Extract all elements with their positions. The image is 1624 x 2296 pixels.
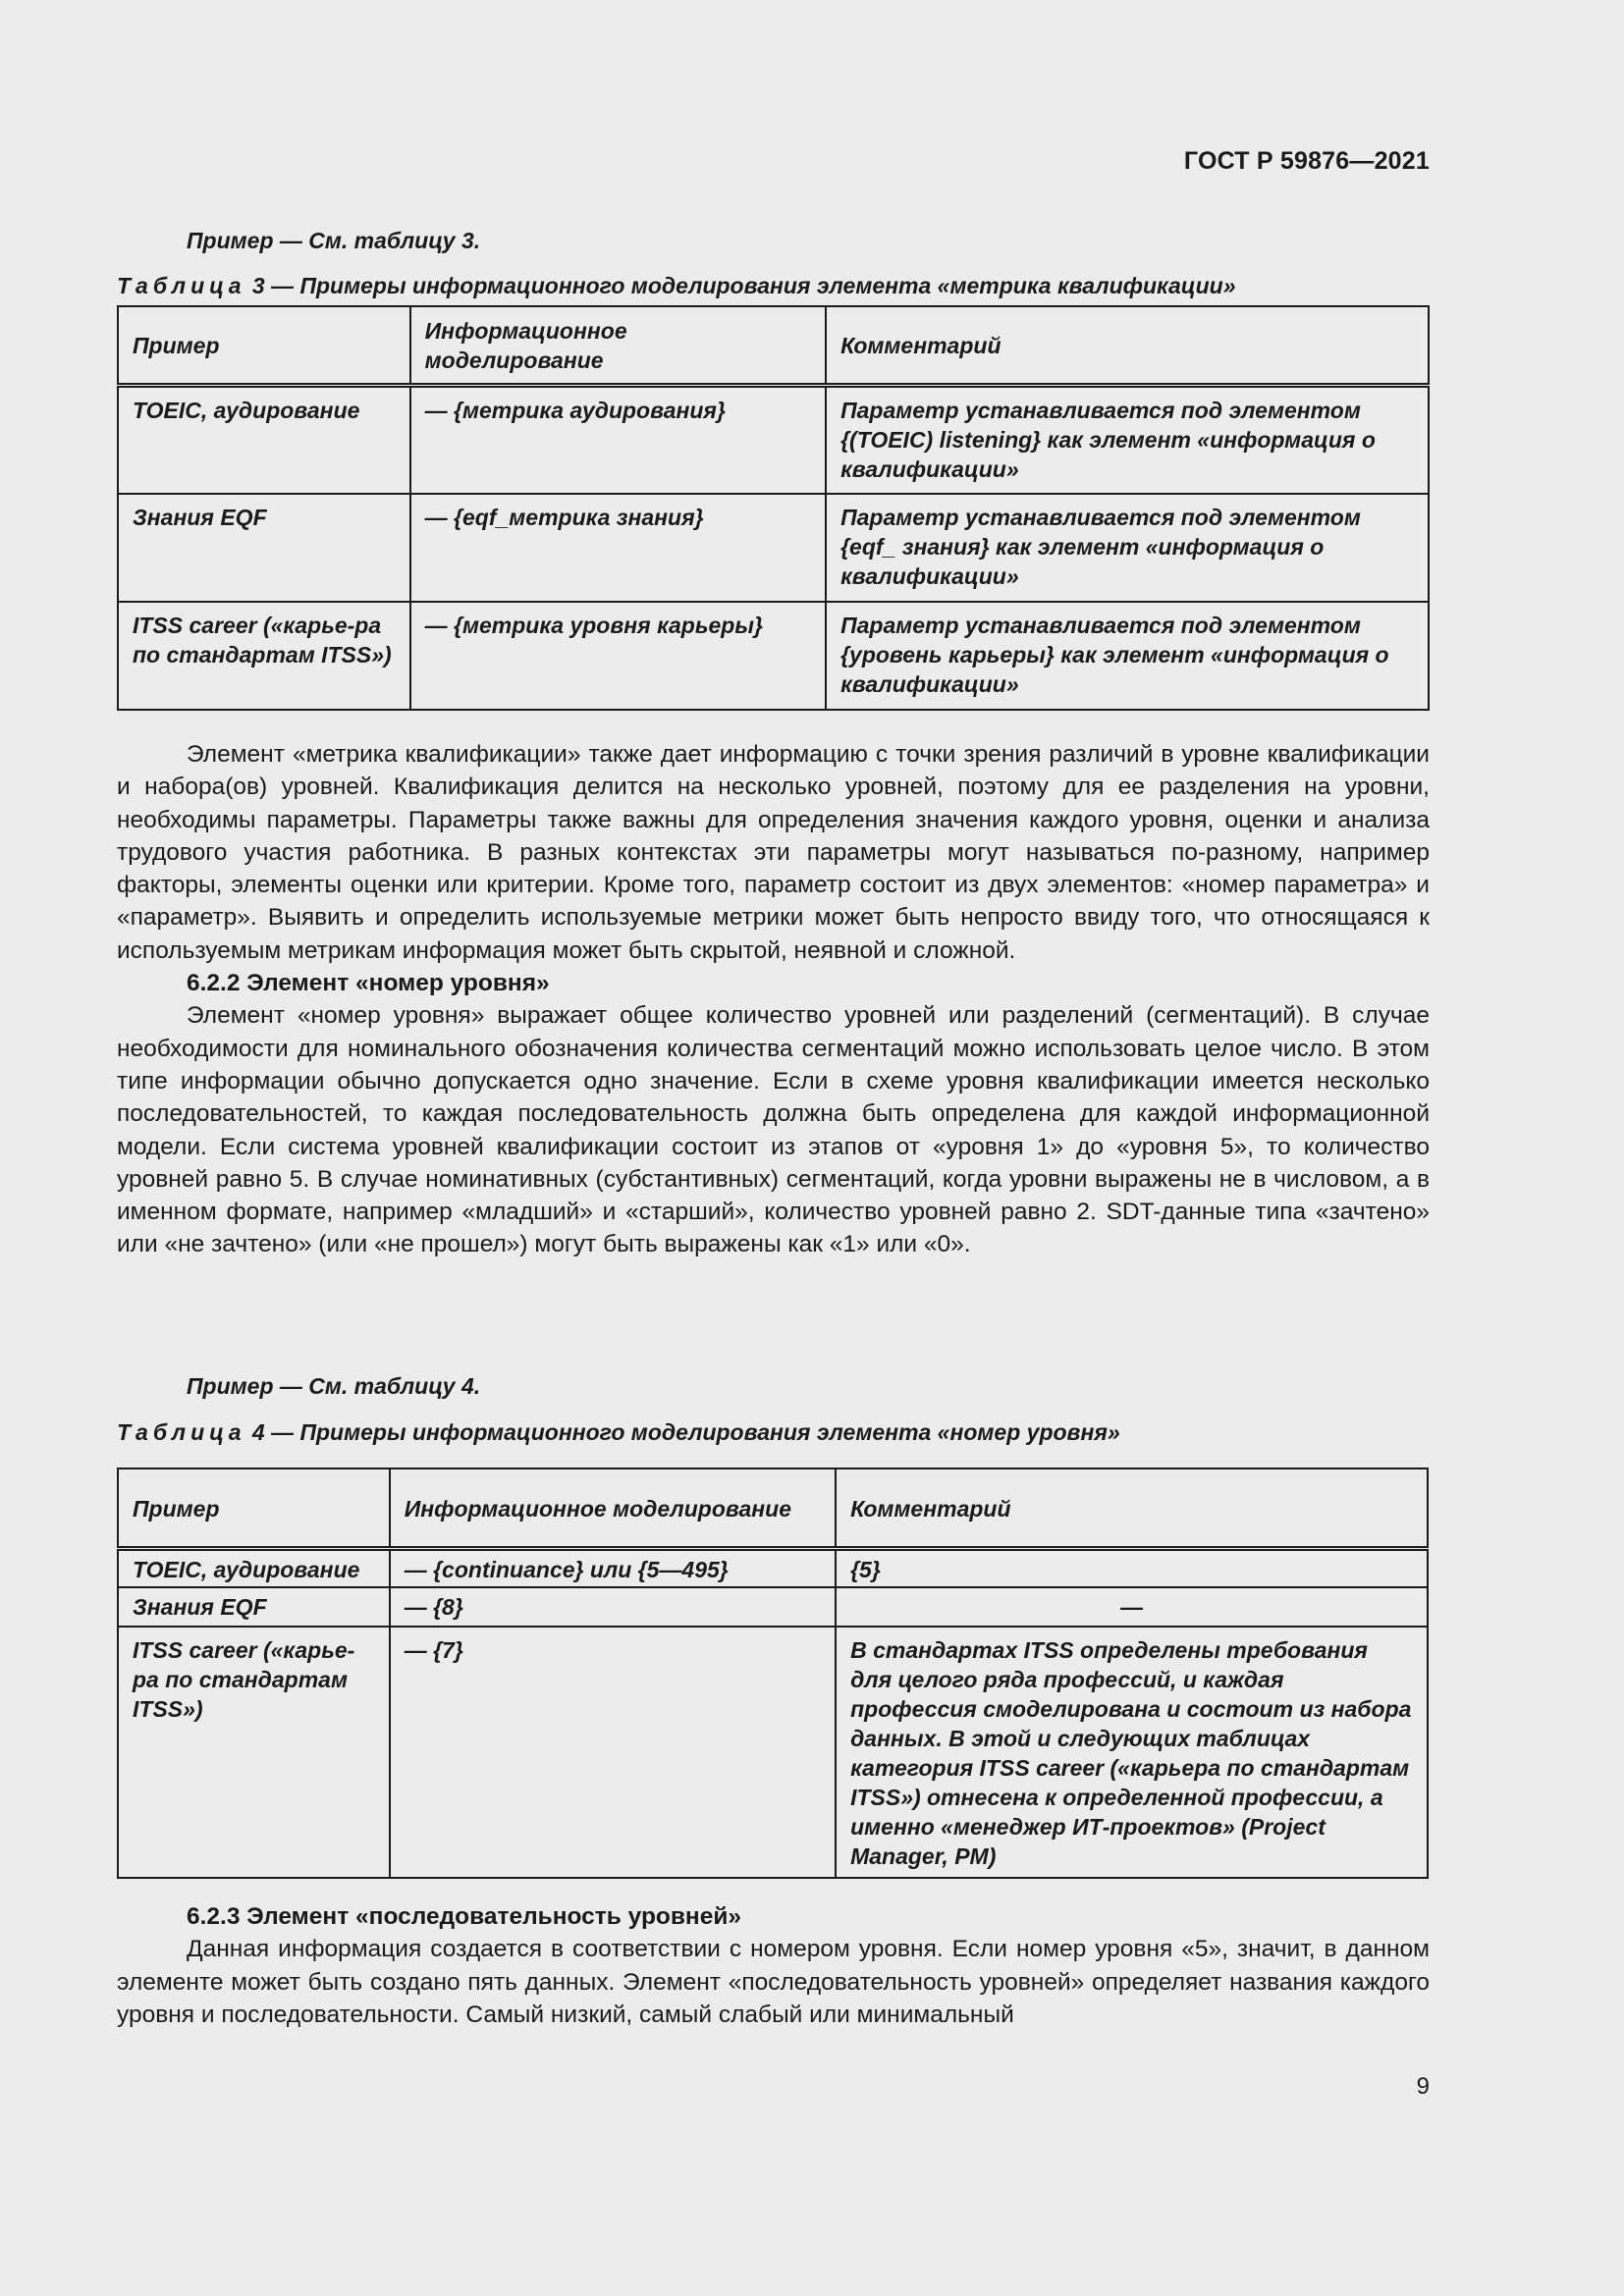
paragraph: Данная информация создается в соответствии с номером уровня. Если номер уровня «5», значит, в данном элементе может быть создано пять данных. Элемент «последовательность уровней» определяет названия каждого уровня и последовательности. Самый низкий, самый слабый или минимальный	[117, 1936, 1430, 2028]
table-row	[118, 602, 1429, 710]
table-header-cell: Комментарий	[836, 1468, 1428, 1548]
table-header-cell: Информационное моделирование	[390, 1468, 836, 1548]
table-cell: TOEIC, аудирование	[118, 385, 410, 494]
table3	[117, 305, 1430, 711]
table3-caption-word: Таблица	[117, 273, 246, 298]
table-row	[118, 385, 1429, 494]
table3-caption	[117, 273, 1236, 299]
table-cell: Параметр устанавливается под элементом {eqf_ знания} как элемент «информация о квалификации»	[826, 494, 1429, 602]
table-cell: В стандартах ITSS определены требования для целого ряда профессий, и каждая профессия смоделирована и состоит из набора данных. В этой и следующих таблицах категория ITSS career («карьера по стандартам ITSS») отнесена к определенной профессии, а именно «менеджер ИТ-проектов» (Project Manager, PM)	[836, 1627, 1428, 1878]
body-text-block-1	[117, 738, 1430, 1261]
table-cell: {5}	[836, 1548, 1428, 1587]
paragraph: Элемент «метрика квалификации» также дает информацию с точки зрения различий в уровне квалификации и набора(ов) уровней. Квалификация делится на несколько уровней, поэтому для ее разделения на уровни, необходимы параметры. Параметры также важны для определения значения каждого уровня, оценки и анализа трудового участия работника. В разных контекстах эти параметры могут называться по-разному, например факторы, элементы оценки или критерии. Кроме того, параметр состоит из двух элементов: «номер параметра» и «параметр». Выявить и определить используемые метрики может быть непросто ввиду того, что относящаяся к используемым метрикам информация может быть скрытой, неявной и сложной.	[117, 741, 1430, 964]
table-cell: — {метрика уровня карьеры}	[410, 602, 826, 710]
section-heading-6-2-2: 6.2.2 Элемент «номер уровня»	[187, 970, 550, 997]
table-cell: TOEIC, аудирование	[118, 1548, 390, 1587]
table4	[117, 1468, 1429, 1879]
standard-header: ГОСТ Р 59876—2021	[1183, 147, 1430, 175]
table-cell: — {continuance} или {5—495}	[390, 1548, 836, 1587]
table-header-cell: Комментарий	[826, 306, 1429, 385]
table4-caption-text: 4 — Примеры информационного моделирования элемента «номер уровня»	[245, 1419, 1120, 1445]
table-row	[118, 1587, 1428, 1627]
table-cell: — {eqf_метрика знания}	[410, 494, 826, 602]
page-number: 9	[1416, 2073, 1430, 2100]
table-header-row	[118, 306, 1429, 385]
table-cell: — {метрика аудирования}	[410, 385, 826, 494]
table-cell: —	[836, 1587, 1428, 1627]
table-row	[118, 1548, 1428, 1587]
table-cell: Параметр устанавливается под элементом {уровень карьеры} как элемент «информация о квалификации»	[826, 602, 1429, 710]
table-cell: ITSS career («карье-ра по стандартам ITSS»)	[118, 1627, 390, 1878]
table-header-cell: Информационное моделирование	[410, 306, 826, 385]
example-note-table3: Пример — См. таблицу 3.	[187, 228, 481, 253]
table-cell: — {8}	[390, 1587, 836, 1627]
table-cell: ITSS career («карье-ра по стандартам ITSS»)	[118, 602, 410, 710]
table-header-cell: Пример	[118, 306, 410, 385]
table3-caption-text: 3 — Примеры информационного моделирования элемента «метрика квалификации»	[245, 273, 1236, 298]
table4-caption	[117, 1419, 1120, 1446]
table4-caption-word: Таблица	[117, 1419, 246, 1445]
table-cell: Знания EQF	[118, 1587, 390, 1627]
table-row	[118, 494, 1429, 602]
table-header-row	[118, 1468, 1428, 1548]
table-row	[118, 1627, 1428, 1878]
paragraph: Элемент «номер уровня» выражает общее количество уровней или разделений (сегментаций). В случае необходимости для номинального обозначения количества сегментаций можно использовать целое число. В этом типе информации обычно допускается одно значение. Если в схеме уровня квалификации имеется несколько последовательностей, то каждая последовательность должна быть определена для каждой информационной модели. Если система уровней квалификации состоит из этапов от «уровня 1» до «уровня 5», то количество уровней равно 5. В случае номинативных (субстантивных) сегментаций, когда уровни выражены не в числовом, а в именном формате, например «младший» и «старший», количество уровней равно 2. SDT-данные типа «зачтено» или «не зачтено» (или «не прошел») могут быть выражены как «1» или «0».	[117, 1002, 1430, 1258]
table-cell: Параметр устанавливается под элементом {(TOEIC) listening} как элемент «информация о квалификации»	[826, 385, 1429, 494]
table-cell: Знания EQF	[118, 494, 410, 602]
table-header-cell: Пример	[118, 1468, 390, 1548]
table-cell: — {7}	[390, 1627, 836, 1878]
body-text-block-2	[117, 1900, 1430, 2031]
section-heading-6-2-3: 6.2.3 Элемент «последовательность уровней»	[187, 1903, 742, 1930]
example-note-table4: Пример — См. таблицу 4.	[187, 1373, 481, 1399]
